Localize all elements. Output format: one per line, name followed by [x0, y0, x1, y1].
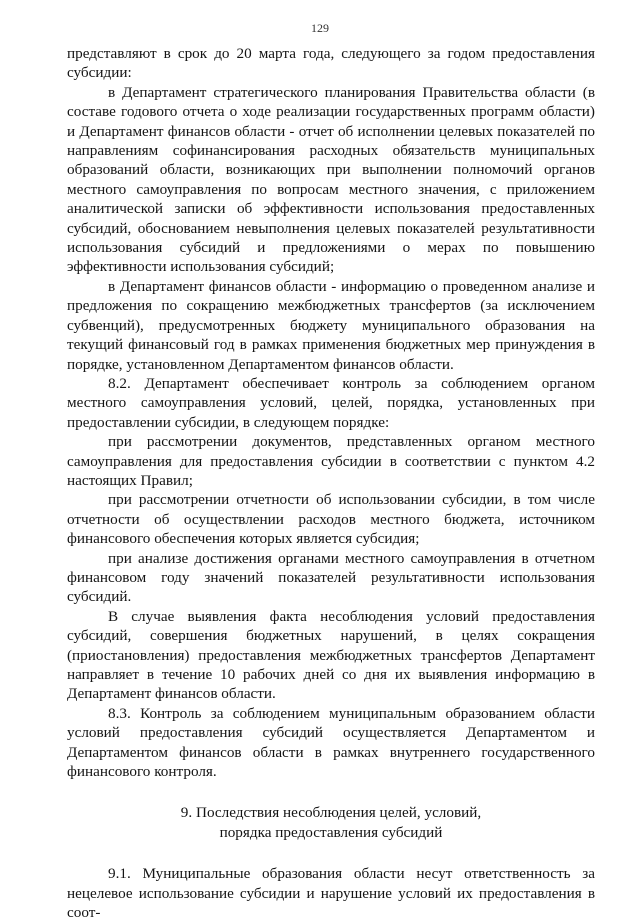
body-text — [67, 44, 595, 922]
paragraph: в Департамент стратегического планирования Правительства области (в составе годового отчета о ходе реализации государственных программ области) и Департамент финансов области - отчет об исполнении целевых показателей по направлениям софинансирования расходных обязательств муниципальных образований области, возникающих при выполнении полномочий органов местного самоуправления по вопросам местного значения, с приложением аналитической записки об эффективности использования предоставленных субсидий, обоснованием невыполнения целевых показателей результативности использования субсидий и предложениями о мерах по повышению эффективности использования субсидий; — [67, 83, 595, 276]
section-heading-line: 9. Последствия несоблюдения целей, условий, — [180, 804, 482, 822]
paragraph: в Департамент финансов области - информацию о проведенном анализе и предложения по сокращению межбюджетных трансфертов (за исключением субвенций), предусмотренных бюджету муниципального образования на текущий финансовый год в рамках применения бюджетных мер принуждения в порядке, установленном Департаментом финансов области. — [67, 277, 595, 373]
paragraph: 8.3. Контроль за соблюдением муниципальным образованием области условий предоставления субсидий осуществляется Департаментом и Департаментом финансов области в рамках внутреннего государственного финансового контроля. — [67, 704, 595, 781]
paragraph: при анализе достижения органами местного самоуправления в отчетном финансовом году значений показателей результативности использования субсидий. — [67, 549, 595, 606]
paragraph: В случае выявления факта несоблюдения условий предоставления субсидий, совершения бюджетных нарушений, в целях сокращения (приостановления) предоставления межбюджетных трансфертов Департамент направляет в течение 10 рабочих дней со дня их выявления информацию в Департамент финансов области. — [67, 607, 595, 703]
section-heading — [67, 803, 595, 842]
paragraph: при рассмотрении отчетности об использовании субсидии, в том числе отчетности об осуществлении расходов местного бюджета, источником финансового обеспечения которых является субсидия; — [67, 491, 595, 548]
paragraph: при рассмотрении документов, представленных органом местного самоуправления для предоставления субсидии в соответствии с пунктом 4.2 настоящих Правил; — [67, 433, 595, 489]
page-number: 129 — [311, 21, 329, 35]
section-heading-line: порядка предоставления субсидий — [219, 823, 443, 841]
paragraph: представляют в срок до 20 марта года, следующего за годом предоставления субсидии: — [67, 45, 595, 82]
paragraph: 8.2. Департамент обеспечивает контроль за соблюдением органом местного самоуправления условий, целей, порядка, установленных при предоставлении субсидии, в следующем порядке: — [67, 374, 595, 431]
paragraph: 9.1. Муниципальные образования области несут ответственность за нецелевое использование субсидии и нарушение условий их предоставления в соот- — [67, 865, 595, 922]
